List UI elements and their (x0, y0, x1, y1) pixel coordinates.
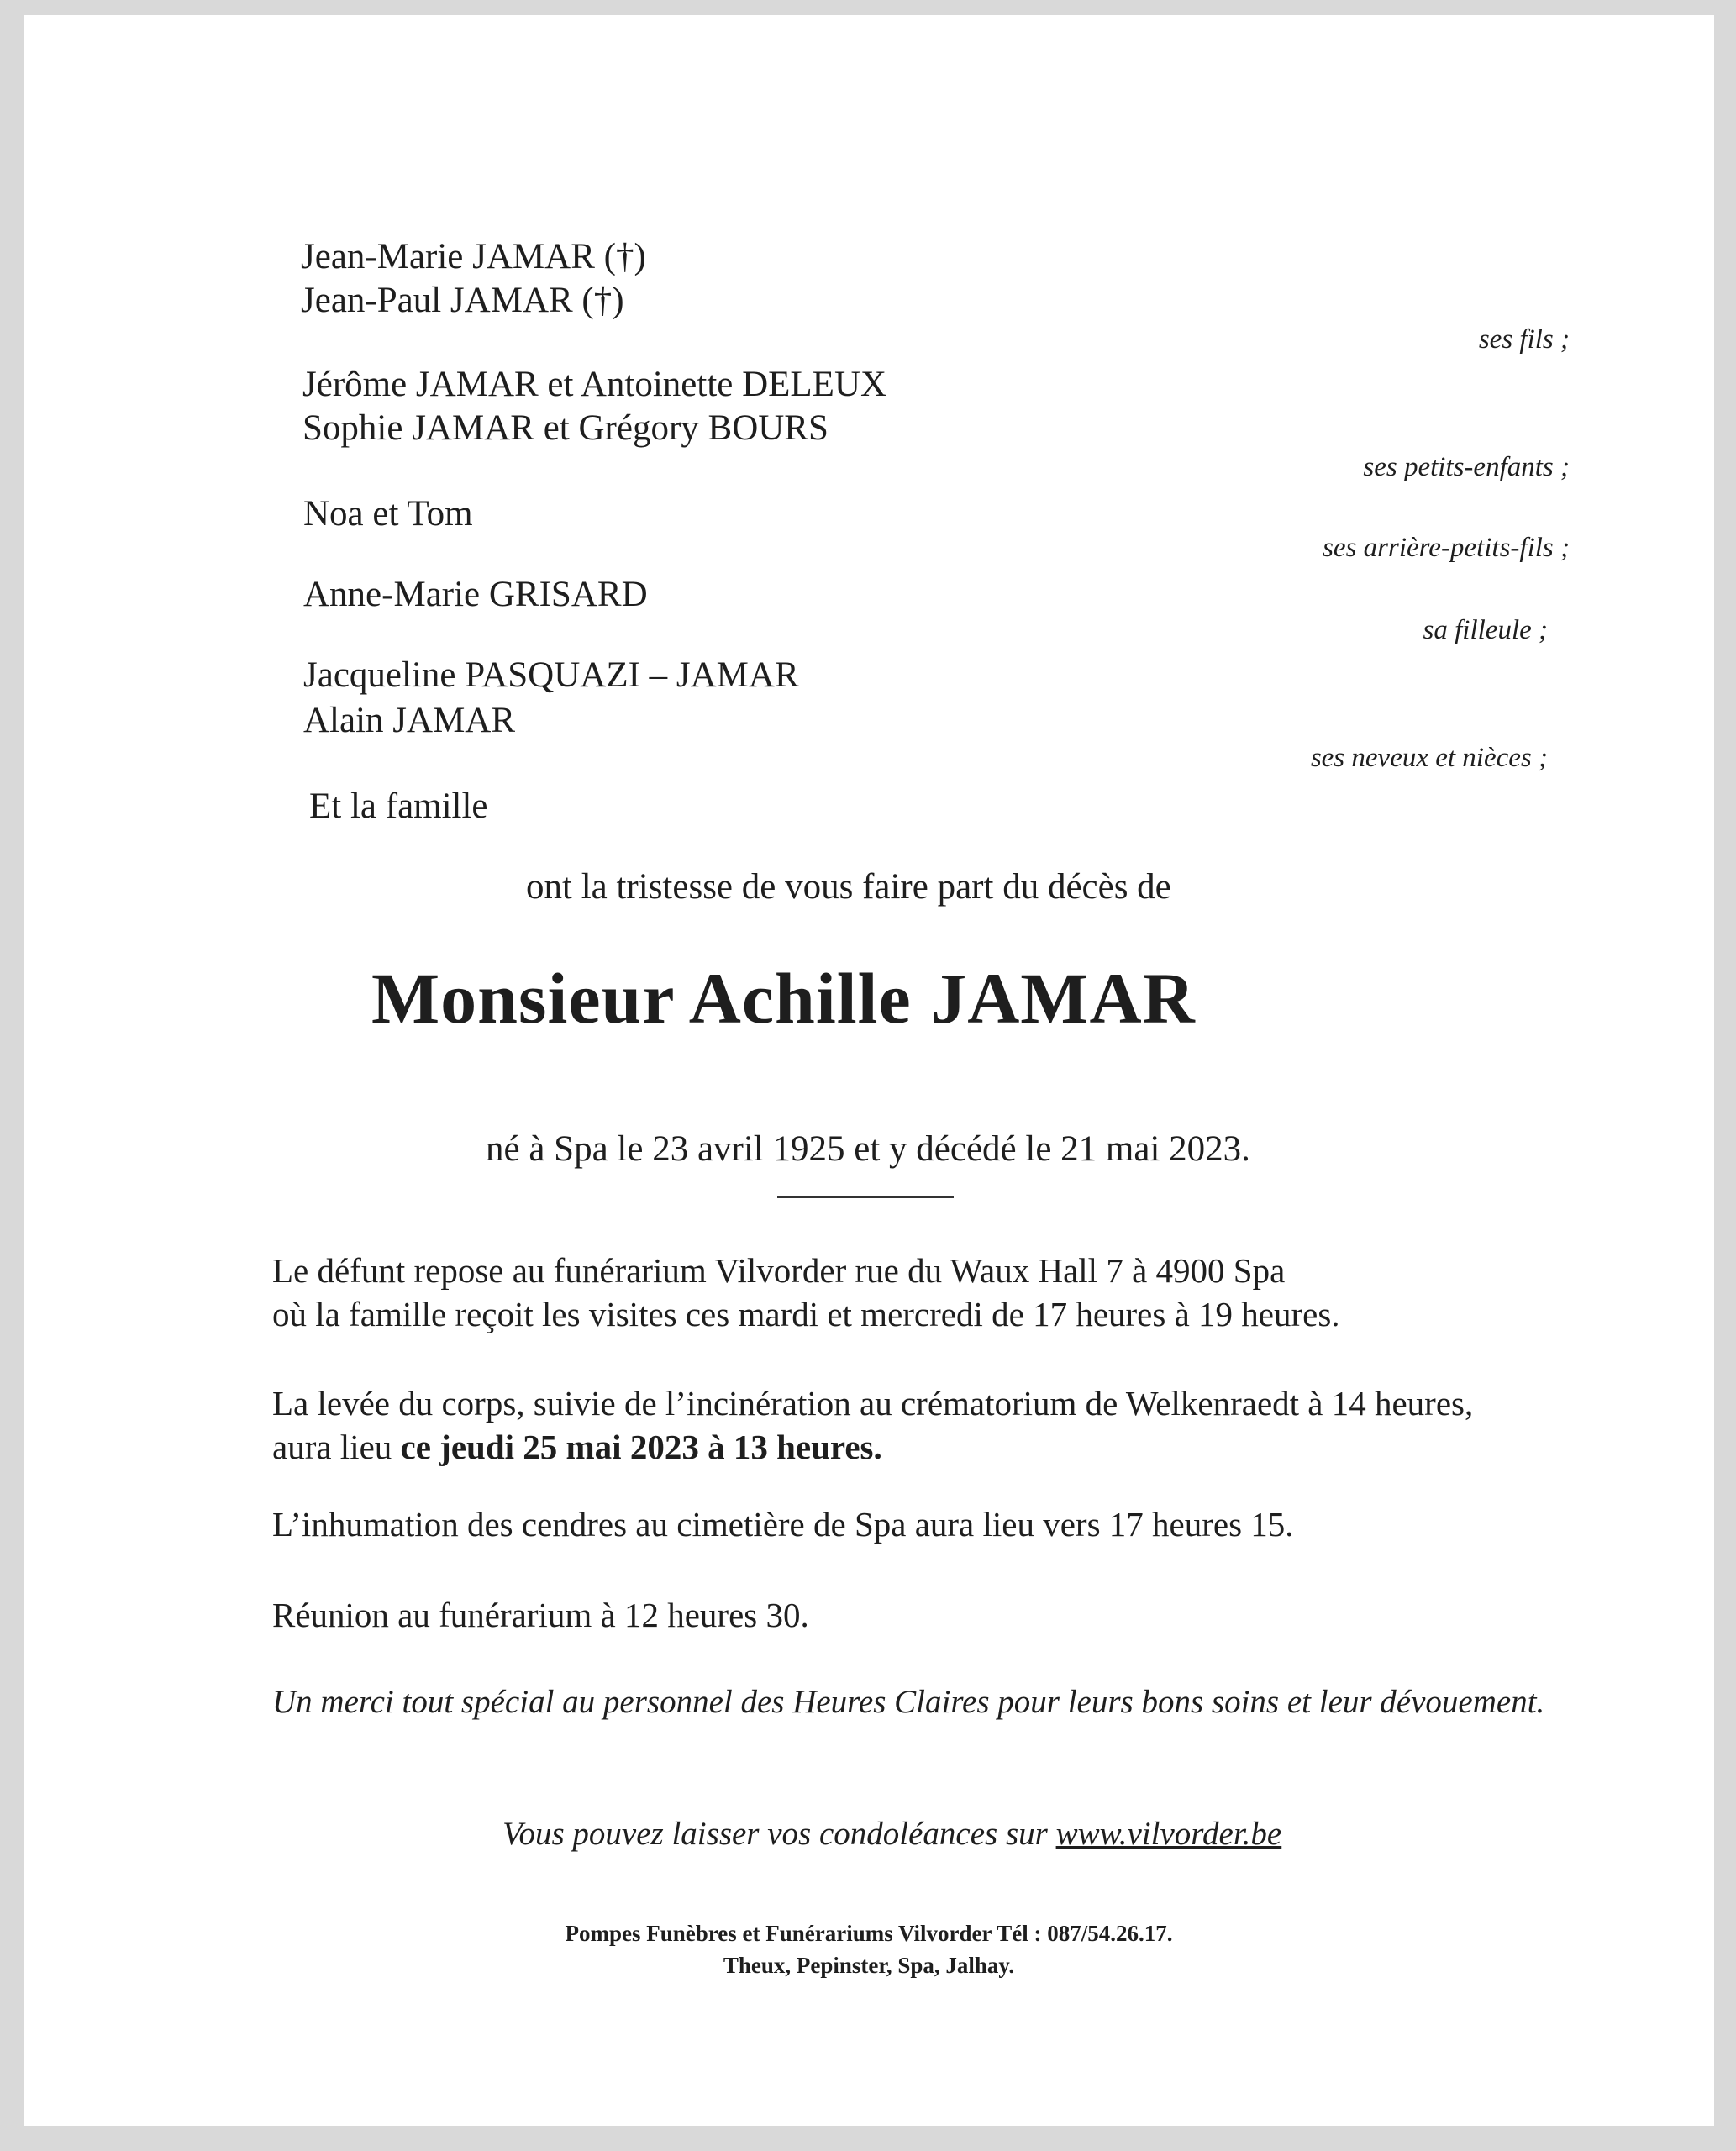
birth-death-dates: né à Spa le 23 avril 1925 et y décédé le 21 mai 2023. (486, 1129, 1250, 1169)
family-role: sa filleule ; (1423, 615, 1548, 645)
family-name: Jean-Paul JAMAR (†) (301, 281, 624, 320)
family-role: ses fils ; (1478, 324, 1570, 355)
paragraph-line: où la famille reçoit les visites ces mardi et mercredi de 17 heures à 19 heures. (272, 1295, 1340, 1333)
family-role: ses neveux et nièces ; (1310, 743, 1548, 773)
condolences-line (502, 1815, 1281, 1853)
family-role: ses arrière-petits-fils ; (1323, 533, 1570, 563)
announcement-text: ont la tristesse de vous faire part du décès de (526, 867, 1171, 907)
family-name: Jérôme JAMAR et Antoinette DELEUX (302, 365, 887, 404)
family-name: Anne-Marie GRISARD (303, 575, 648, 614)
thanks-text: Un merci tout spécial au personnel des Heures Claires pour leurs bons soins et leur dévouement. (272, 1684, 1545, 1720)
obituary-card (24, 15, 1714, 2126)
ceremony-date: ce jeudi 25 mai 2023 à 13 heures. (400, 1428, 882, 1466)
paragraph-line: Le défunt repose au funérarium Vilvorder rue du Waux Hall 7 à 4900 Spa (272, 1251, 1286, 1290)
paragraph-line (272, 1425, 882, 1469)
paragraph-line: Réunion au funérarium à 12 heures 30. (272, 1596, 809, 1634)
paragraph-line: La levée du corps, suivie de l’incinération au crématorium de Welkenraedt à 14 heures, (272, 1384, 1474, 1423)
family-name: Jean-Marie JAMAR (†) (301, 237, 646, 276)
family-name: Noa et Tom (303, 494, 473, 534)
divider (777, 1196, 954, 1198)
footer-line: Pompes Funèbres et Funérariums Vilvorder Tél : 087/54.26.17. (565, 1921, 1173, 1946)
footer-line: Theux, Pepinster, Spa, Jalhay. (723, 1953, 1015, 1978)
deceased-name: Monsieur Achille JAMAR (371, 958, 1196, 1039)
paragraph-text: aura lieu (272, 1428, 401, 1466)
condolences-text: Vous pouvez laisser vos condoléances sur (502, 1816, 1056, 1852)
paragraph-line: L’inhumation des cendres au cimetière de Spa aura lieu vers 17 heures 15. (272, 1505, 1294, 1544)
family-role: ses petits-enfants ; (1363, 452, 1570, 482)
family-name: Jacqueline PASQUAZI – JAMAR (303, 655, 799, 695)
family-name: Sophie JAMAR et Grégory BOURS (302, 408, 829, 448)
family-name: Alain JAMAR (303, 701, 516, 740)
family-name: Et la famille (309, 786, 488, 826)
condolences-link[interactable]: www.vilvorder.be (1055, 1816, 1282, 1852)
